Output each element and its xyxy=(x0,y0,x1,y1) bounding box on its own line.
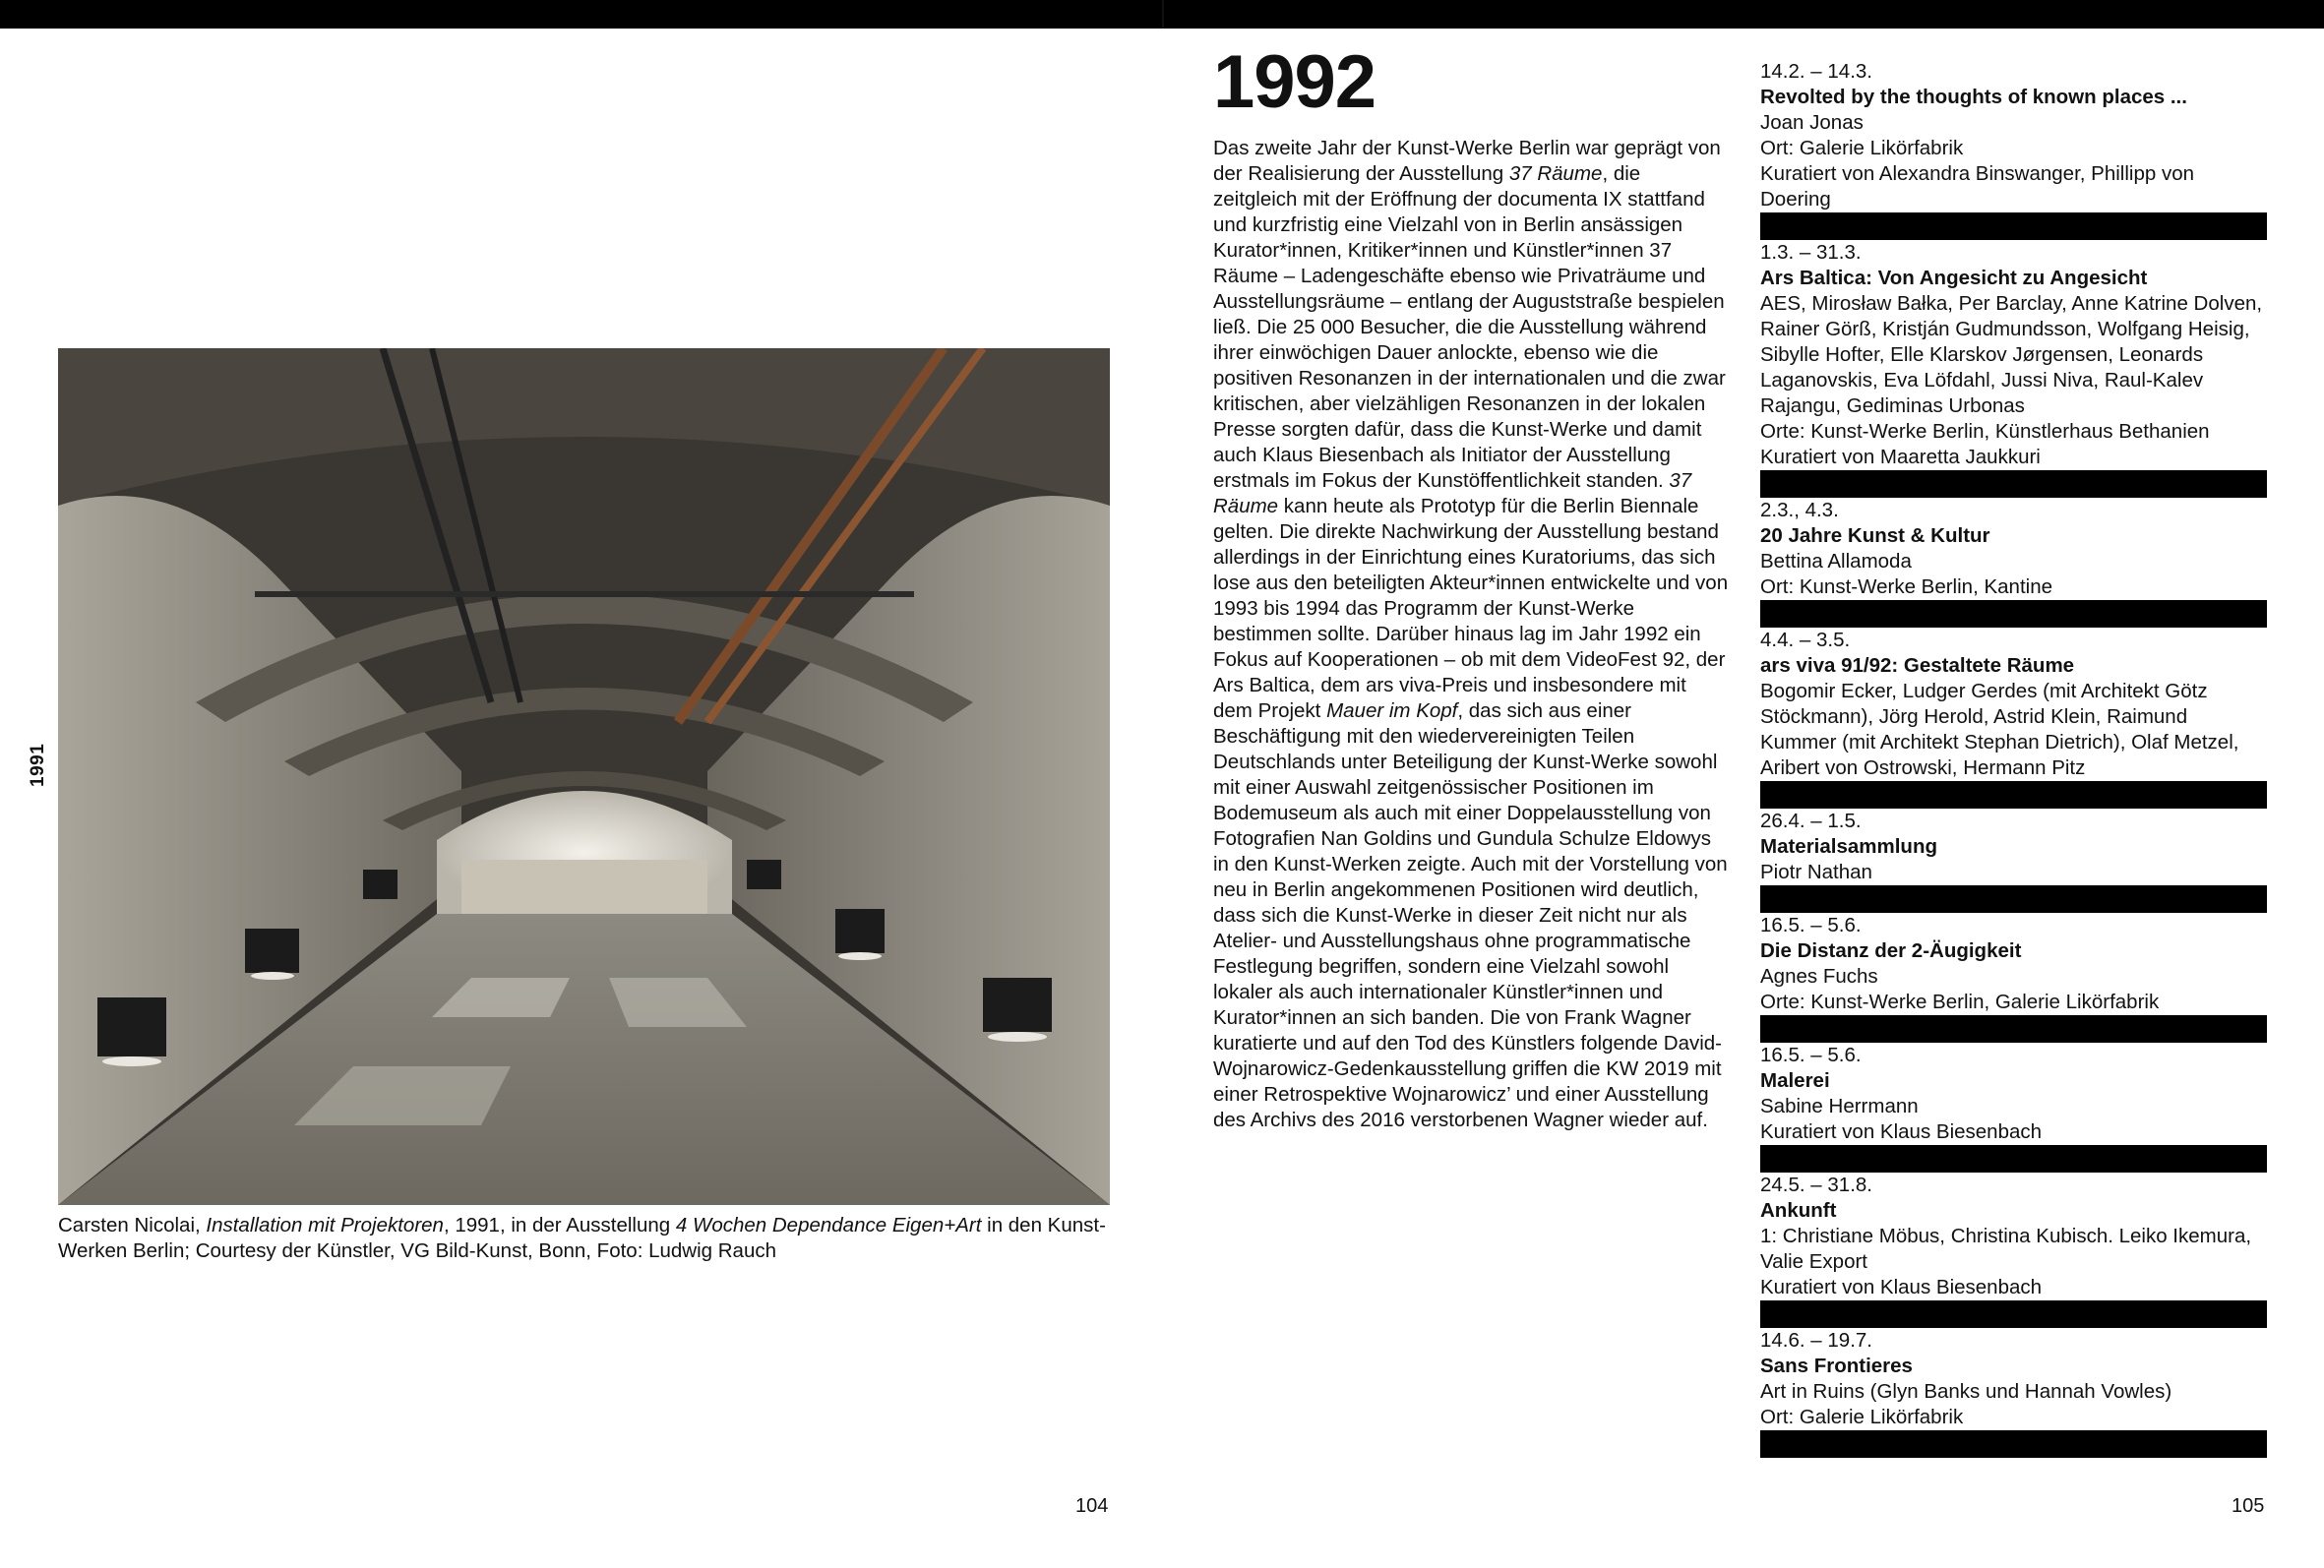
event-detail: Kuratiert von Klaus Biesenbach xyxy=(1760,1120,2043,1143)
event-entry xyxy=(1760,913,2267,1043)
event-separator-bar xyxy=(1760,781,2267,809)
event-entry xyxy=(1760,628,2267,809)
event-date: 24.5. – 31.8. xyxy=(1760,1174,1872,1196)
photo-basement-vault xyxy=(58,348,1110,1205)
event-detail: Ort: Galerie Likörfabrik xyxy=(1760,1406,1964,1428)
year-heading: 1992 xyxy=(1213,40,1376,124)
italic-title-text: 4 Wochen Dependance Eigen+Art xyxy=(675,1214,982,1236)
event-title: Ars Baltica: Von Angesicht zu Angesicht xyxy=(1760,267,2148,289)
event-entry xyxy=(1760,498,2267,628)
event-detail: Bettina Allamoda xyxy=(1760,550,1912,573)
event-date: 16.5. – 5.6. xyxy=(1760,1044,1862,1066)
event-separator-bar xyxy=(1760,1145,2267,1173)
event-date: 16.5. – 5.6. xyxy=(1760,914,1862,936)
event-detail: Ort: Galerie Likörfabrik xyxy=(1760,137,1964,159)
event-title: Die Distanz der 2-Äugigkeit xyxy=(1760,939,2022,962)
event-detail: Agnes Fuchs xyxy=(1760,965,1878,988)
event-title: Materialsammlung xyxy=(1760,835,1937,858)
text-run: Das zweite Jahr der Kunst-Werke Berlin war geprägt von der Realisierung der Ausstellung xyxy=(1213,137,1721,185)
event-detail: Kuratiert von Maaretta Jaukkuri xyxy=(1760,446,2041,468)
event-entry xyxy=(1760,1173,2267,1328)
event-separator-bar xyxy=(1760,1300,2267,1328)
book-spine xyxy=(1162,0,1164,29)
body-text xyxy=(1213,136,1730,1133)
event-detail: Orte: Kunst-Werke Berlin, Galerie Likörfabrik xyxy=(1760,991,2160,1013)
event-date: 26.4. – 1.5. xyxy=(1760,810,1862,832)
event-detail: Kuratiert von Klaus Biesenbach xyxy=(1760,1276,2043,1298)
page-number-left: 104 xyxy=(1075,1495,1109,1517)
event-entry xyxy=(1760,1328,2267,1458)
event-title: Ankunft xyxy=(1760,1199,1837,1222)
text-run: kann heute als Prototyp für die Berlin Biennale gelten. Die direkte Nachwirkung der Ausstellung bestand allerdings in der Einrichtung eines Kuratoriums, das sich lose aus den beteiligten Akteur*innen entwickelte und von 1993 bis 1994 das Programm der Kunst-Werke bestimmen sollte. Darüber hinaus lag im Jahr 1992 ein Fokus auf Kooperationen – ob mit dem VideoFest 92, der Ars Baltica, dem ars viva-Preis und insbesondere mit dem Projekt xyxy=(1213,495,1729,722)
text-run: , die zeitgleich mit der Eröffnung der documenta IX stattfand und kurzfristig eine Vielzahl von in Berlin ansässigen Kurator*innen, Kritiker*innen und Künstler*innen 37 Räume – Ladengeschäfte ebenso wie Privaträume und Ausstellungsräume – entlang der Auguststraße bespielen ließ. Die 25 000 Besucher, die die Ausstellung während ihrer einwöchigen Dauer anlockte, ebenso wie die positiven Resonanzen in der internationalen und die zwar kritischen, aber vielzähligen Resonanzen in der lokalen Presse sorgten dafür, dass die Kunst-Werke und damit auch Klaus Biesenbach als Initiator der Ausstellung erstmals im Fokus der Kunstöffentlichkeit standen. xyxy=(1213,162,1726,492)
event-entry xyxy=(1760,1043,2267,1173)
event-separator-bar xyxy=(1760,212,2267,240)
event-detail: Bogomir Ecker, Ludger Gerdes (mit Architekt Götz Stöckmann), Jörg Herold, Astrid Klein, Raimund Kummer (mit Architekt Stephan Dietrich), Olaf Metzel, Aribert von Ostrowski, Hermann Pitz xyxy=(1760,680,2239,779)
event-detail: AES, Mirosław Bałka, Per Barclay, Anne Katrine Dolven, Rainer Görß, Kristján Gudmundsson, Wolfgang Heisig, Sibylle Hofter, Elle Klarskov Jørgensen, Leonards Laganovskis, Eva Löfdahl, Jussi Niva, Raul-Kalev Rajangu, Gediminas Urbonas xyxy=(1760,292,2263,417)
italic-title-text: Installation mit Projektoren xyxy=(206,1214,444,1236)
event-title: Malerei xyxy=(1760,1069,1830,1092)
event-title: ars viva 91/92: Gestaltete Räume xyxy=(1760,654,2075,677)
event-detail: Sabine Herrmann xyxy=(1760,1095,1919,1117)
event-separator-bar xyxy=(1760,1430,2267,1458)
event-detail: Ort: Kunst-Werke Berlin, Kantine xyxy=(1760,575,2052,598)
event-list xyxy=(1760,59,2267,1458)
event-entry xyxy=(1760,240,2267,498)
event-title: 20 Jahre Kunst & Kultur xyxy=(1760,524,1990,547)
event-detail: Kuratiert von Alexandra Binswanger, Phillipp von Doering xyxy=(1760,162,2195,211)
event-entry xyxy=(1760,59,2267,240)
italic-title-text: 37 Räume xyxy=(1508,162,1603,185)
page-number-right: 105 xyxy=(2232,1495,2265,1517)
event-title: Revolted by the thoughts of known places ... xyxy=(1760,86,2187,108)
event-detail: Piotr Nathan xyxy=(1760,861,1872,883)
event-date: 14.6. – 19.7. xyxy=(1760,1329,1872,1352)
text-run: in den Kunst-Werken Berlin; Courtesy der Künstler, VG Bild-Kunst, Bonn, Foto: Ludwig Rauch xyxy=(58,1214,1106,1262)
event-date: 2.3., 4.3. xyxy=(1760,499,1839,521)
italic-title-text: 37 Räume xyxy=(1213,469,1692,517)
event-detail: Joan Jonas xyxy=(1760,111,1864,134)
event-separator-bar xyxy=(1760,600,2267,628)
event-date: 1.3. – 31.3. xyxy=(1760,241,1862,264)
text-run: , das sich aus einer Beschäftigung mit den wiedervereinigten Teilen Deutschlands unter Beteiligung der Kunst-Werke sowohl mit einer Auswahl zeitgenössischer Positionen im Bodemuseum als auch mit einer Doppelausstellung von Fotografien Nan Goldins und Gundula Schulze Eldowys in den Kunst-Werken zeigte. Auch mit der Vorstellung von neu in Berlin angekommenen Positionen wird deutlich, dass sich die Kunst-Werke in dieser Zeit nicht nur als Atelier- und Ausstellungshaus ohne programmatische Festlegung begriffen, sondern eine Vielzahl sowohl lokaler als auch internationaler Künstler*innen und Kurator*innen an sich banden. Die von Frank Wagner kuratierte und auf den Tod des Künstlers folgende David-Wojnarowicz-Gedenkausstellung griffen die KW 2019 mit einer Retrospektive Wojnarowicz’ und einer Ausstellung des Archivs des 2016 verstorbenen Wagner wieder auf. xyxy=(1213,699,1728,1131)
side-year-label: 1991 xyxy=(28,743,48,787)
event-date: 14.2. – 14.3. xyxy=(1760,60,1872,83)
event-separator-bar xyxy=(1760,1015,2267,1043)
italic-title-text: Mauer im Kopf xyxy=(1326,699,1458,722)
event-detail: Orte: Kunst-Werke Berlin, Künstlerhaus Bethanien xyxy=(1760,420,2210,443)
event-entry xyxy=(1760,809,2267,913)
event-title: Sans Frontieres xyxy=(1760,1355,1913,1377)
event-detail: Art in Ruins (Glyn Banks und Hannah Vowles) xyxy=(1760,1380,2172,1403)
photo-caption xyxy=(58,1213,1110,1264)
event-date: 4.4. – 3.5. xyxy=(1760,629,1851,651)
event-separator-bar xyxy=(1760,470,2267,498)
text-run: , 1991, in der Ausstellung xyxy=(443,1214,676,1236)
photo-illustration xyxy=(58,348,1110,1205)
event-detail: 1: Christiane Möbus, Christina Kubisch. Leiko Ikemura, Valie Export xyxy=(1760,1225,2252,1273)
text-run: Carsten Nicolai, xyxy=(58,1214,207,1236)
event-separator-bar xyxy=(1760,885,2267,913)
